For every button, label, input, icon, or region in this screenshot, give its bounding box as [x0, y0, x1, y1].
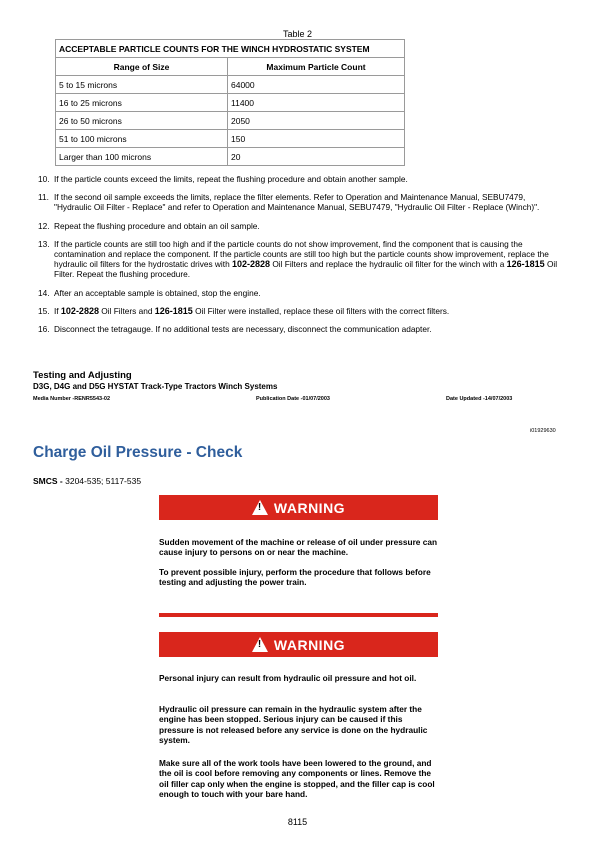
table-cell: 150	[228, 130, 405, 148]
step-number: 15.	[38, 305, 50, 316]
table-cell: 26 to 50 microns	[56, 112, 228, 130]
reference-id: i01929630	[530, 428, 556, 434]
part-number-link[interactable]: 126-1815	[154, 305, 193, 316]
table-header-count: Maximum Particle Count	[228, 58, 405, 76]
warning-text: Hydraulic oil pressure can remain in the hydraulic system after the engine has been stopped. Serious injury can be caused if this pressure is not released before any service is done on the hydraulic system.	[159, 704, 428, 745]
step-text: If the particle counts are still too high and if the particle counts do not show improvement, find the component that is causing the contamination and replace the component. If the particle counts are still too high but the particle counts show improvement, replace the hydraulic oil filters for the hydrostatic drives with	[54, 238, 549, 270]
procedure-step	[30, 239, 560, 280]
table-cell: 20	[228, 148, 405, 166]
procedure-step	[30, 192, 560, 212]
particle-count-table	[55, 39, 405, 166]
table-row	[56, 112, 405, 130]
step-number: 16.	[38, 324, 50, 335]
step-number: 10.	[38, 174, 50, 184]
step-number: 11.	[38, 192, 49, 203]
section-title: Testing and Adjusting	[33, 370, 132, 381]
step-number: 13.	[38, 238, 50, 249]
step-text: Oil Filter were installed, replace these oil filters with the correct filters.	[192, 305, 450, 316]
warning-text: Make sure all of the work tools have been lowered to the ground, and the oil is cool before removing any components or lines. Remove the oil filler cap only when the engine is stopped, and the filler cap is cool enough to touch with your bare hand.	[159, 758, 435, 799]
table-row	[56, 94, 405, 112]
step-text: If the second oil sample exceeds the limits, replace the filter elements. Refer to Operation and Maintenance Manual, SEBU7479, "Hydraulic Oil Filter - Replace" and refer to Operation and Maintenance Manual, SEBU7479, "Hydraulic Oil Filter - Replace (Winch)".	[54, 192, 540, 213]
smcs-label: SMCS -	[33, 476, 66, 486]
table-cell: Larger than 100 microns	[56, 148, 228, 166]
publication-date: Publication Date -01/07/2003	[256, 396, 330, 402]
step-text: Repeat the flushing procedure and obtain an oil sample.	[54, 220, 260, 231]
step-number: 12.	[38, 220, 50, 231]
procedure-step	[30, 306, 560, 316]
procedure-steps	[30, 174, 560, 342]
table-cell: 11400	[228, 94, 405, 112]
date-updated: Date Updated -14/07/2003	[446, 396, 513, 402]
table-caption: Table 2	[282, 29, 313, 39]
warning-text: Personal injury can result from hydraulic oil pressure and hot oil.	[159, 673, 417, 683]
step-text: Oil Filters and	[98, 305, 155, 316]
document-subtitle: D3G, D4G and D5G HYSTAT Track-Type Tractors Winch Systems	[33, 382, 278, 391]
step-text: If	[54, 305, 61, 316]
warning-text: To prevent possible injury, perform the procedure that follows before testing and adjusting the power train.	[159, 567, 431, 588]
part-number-link[interactable]: 102-2828	[232, 259, 271, 270]
warning-banner	[159, 632, 438, 657]
page-number: 8115	[287, 817, 308, 827]
procedure-step	[30, 221, 560, 231]
step-text: Disconnect the tetragauge. If no additional tests are necessary, disconnect the communication adapter.	[54, 324, 432, 335]
table-cell: 64000	[228, 76, 405, 94]
step-text: Oil Filters and replace the hydraulic oil filter for the winch with a	[270, 259, 507, 270]
step-number: 14.	[38, 287, 50, 298]
warning-text: Sudden movement of the machine or release of oil under pressure can cause injury to persons on or near the machine.	[159, 537, 438, 558]
step-text: If the particle counts exceed the limits, repeat the flushing procedure and obtain another sample.	[54, 174, 408, 184]
table-title: ACCEPTABLE PARTICLE COUNTS FOR THE WINCH HYDROSTATIC SYSTEM	[56, 40, 405, 58]
procedure-step	[30, 174, 560, 184]
warning-banner	[159, 495, 438, 520]
table-row	[56, 130, 405, 148]
warning-triangle-icon: !	[252, 500, 268, 515]
table-cell: 51 to 100 microns	[56, 130, 228, 148]
step-text: After an acceptable sample is obtained, stop the engine.	[54, 287, 261, 298]
part-number-link[interactable]: 102-2828	[60, 305, 99, 316]
warning-label: WARNING	[273, 499, 346, 516]
procedure-step	[30, 324, 560, 334]
table-cell: 16 to 25 microns	[56, 94, 228, 112]
step-text: Oil Filter. Repeat the flushing procedure.	[54, 259, 558, 280]
media-number: Media Number -RENR5543-02	[33, 396, 111, 402]
warning-triangle-icon: !	[252, 637, 268, 652]
table-cell: 5 to 15 microns	[56, 76, 228, 94]
page-title: Charge Oil Pressure - Check	[33, 444, 243, 461]
smcs-value: 3204-535; 5117-535	[65, 476, 142, 486]
warning-divider	[159, 613, 438, 617]
table-row	[56, 76, 405, 94]
table-header-range: Range of Size	[56, 58, 228, 76]
procedure-step	[30, 288, 560, 298]
part-number-link[interactable]: 126-1815	[506, 259, 545, 270]
table-cell: 2050	[228, 112, 405, 130]
warning-label: WARNING	[273, 636, 346, 653]
smcs-codes	[33, 476, 141, 486]
table-row	[56, 148, 405, 166]
